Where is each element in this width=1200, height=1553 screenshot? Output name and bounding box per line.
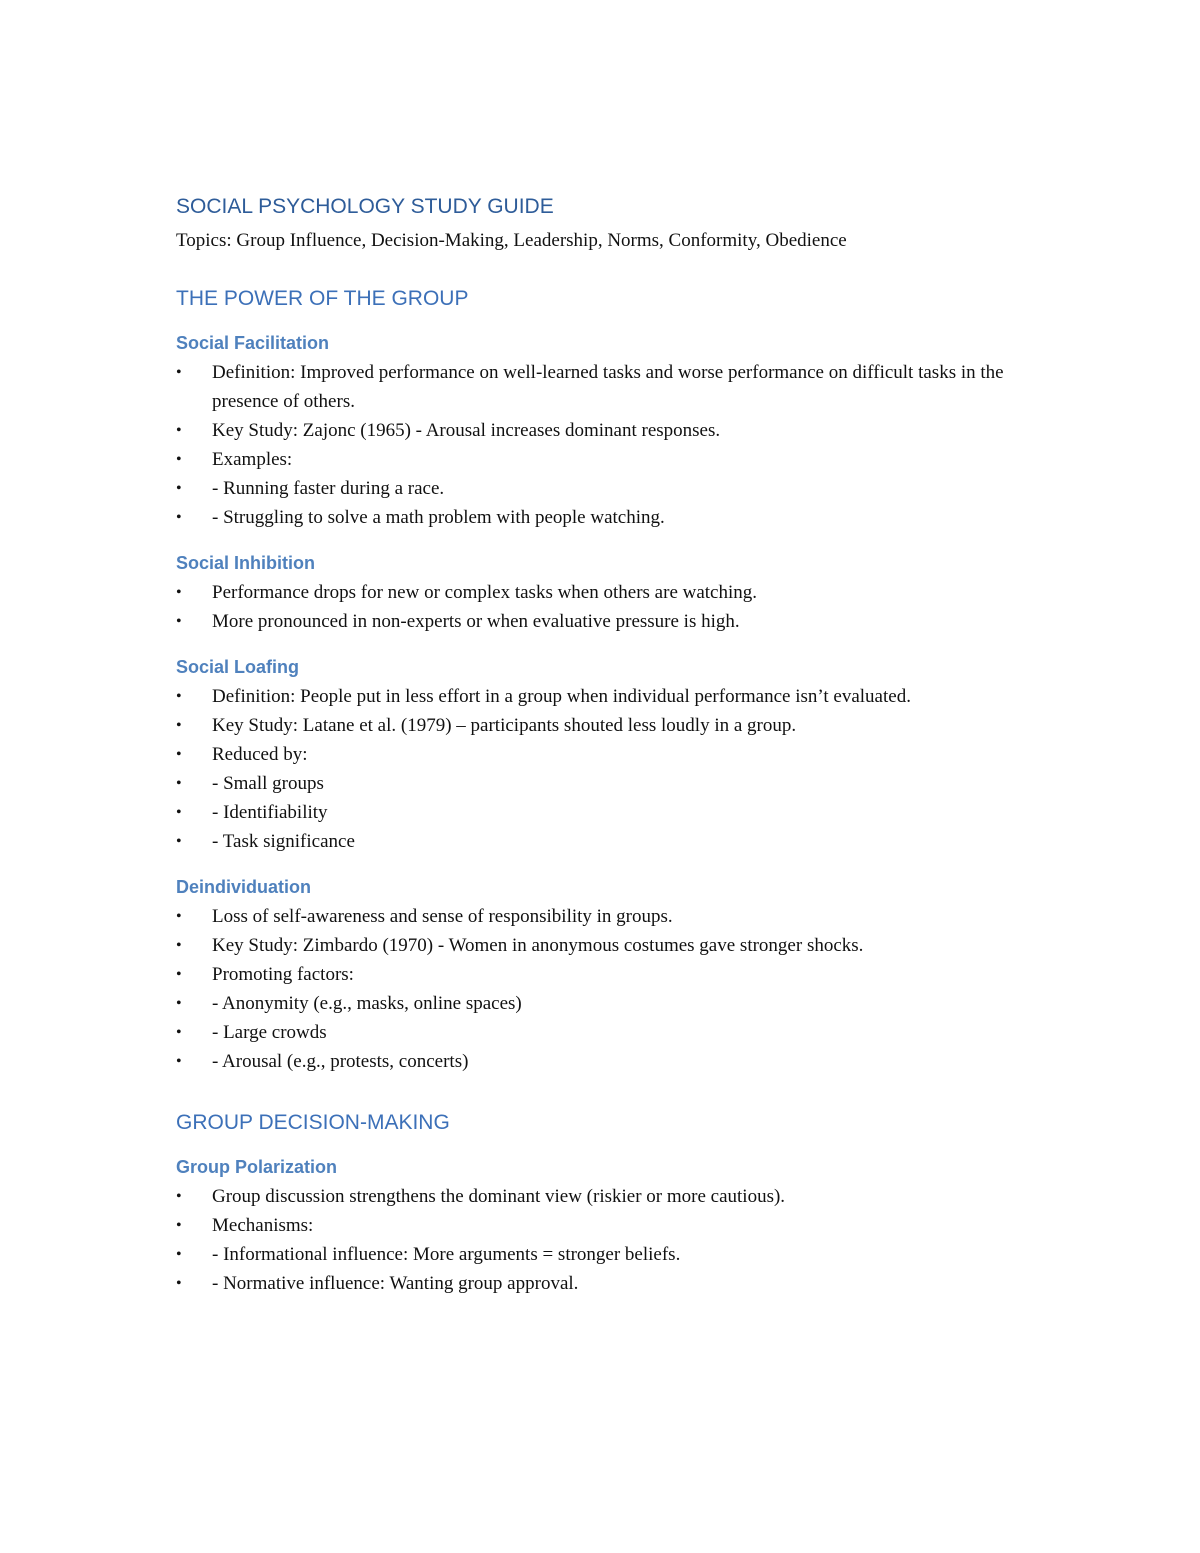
list-item-text: Group discussion strengthens the dominant view (riskier or more cautious).	[212, 1186, 786, 1207]
subsection	[176, 872, 1036, 1076]
list-item-text: Examples:	[212, 449, 293, 470]
list-item	[176, 1269, 1036, 1298]
subsection	[176, 548, 1036, 636]
list-item	[176, 474, 1036, 503]
list-item-text: Promoting factors:	[212, 964, 354, 985]
bullet-list	[176, 358, 1036, 532]
bullet-icon: •	[176, 509, 182, 526]
list-item-text: Key Study: Latane et al. (1979) – participants shouted less loudly in a group.	[212, 715, 797, 736]
subsection-title: Group Polarization	[176, 1157, 338, 1177]
list-item	[176, 931, 1036, 960]
bullet-icon: •	[176, 908, 182, 925]
list-item-text: - Task significance	[212, 831, 355, 852]
section-title: THE POWER OF THE GROUP	[176, 287, 469, 310]
bullet-icon: •	[176, 422, 182, 439]
list-item	[176, 1182, 1036, 1211]
section	[176, 1108, 1036, 1298]
list-item	[176, 798, 1036, 827]
bullet-icon: •	[176, 804, 182, 821]
list-item-text: Definition: People put in less effort in a group when individual performance isn’t evaluated.	[212, 686, 911, 707]
bullet-icon: •	[176, 775, 182, 792]
bullet-icon: •	[176, 1188, 182, 1205]
list-item	[176, 711, 1036, 740]
list-item-text: - Arousal (e.g., protests, concerts)	[212, 1051, 469, 1072]
bullet-icon: •	[176, 364, 182, 381]
subsection	[176, 328, 1036, 532]
bullet-list	[176, 682, 1036, 856]
list-item	[176, 358, 1036, 416]
list-item	[176, 989, 1036, 1018]
document-sections	[176, 284, 1036, 1298]
bullet-icon: •	[176, 966, 182, 983]
list-item-text: Key Study: Zimbardo (1970) - Women in anonymous costumes gave stronger shocks.	[212, 935, 864, 956]
list-item-text: - Identifiability	[212, 802, 328, 823]
bullet-list	[176, 902, 1036, 1076]
section	[176, 284, 1036, 1076]
bullet-icon: •	[176, 995, 182, 1012]
bullet-icon: •	[176, 451, 182, 468]
bullet-icon: •	[176, 480, 182, 497]
list-item	[176, 1240, 1036, 1269]
bullet-icon: •	[176, 584, 182, 601]
list-item	[176, 1018, 1036, 1047]
list-item-text: - Small groups	[212, 773, 324, 794]
list-item-text: - Running faster during a race.	[212, 478, 445, 499]
list-item	[176, 960, 1036, 989]
list-item-text: Performance drops for new or complex tasks when others are watching.	[212, 582, 758, 603]
list-item	[176, 902, 1036, 931]
list-item-text: - Informational influence: More arguments = stronger beliefs.	[212, 1244, 681, 1265]
bullet-icon: •	[176, 1246, 182, 1263]
section-title: GROUP DECISION-MAKING	[176, 1111, 450, 1134]
bullet-icon: •	[176, 1053, 182, 1070]
list-item-text: - Struggling to solve a math problem with people watching.	[212, 507, 665, 528]
bullet-icon: •	[176, 1217, 182, 1234]
bullet-icon: •	[176, 1275, 182, 1292]
subsection	[176, 1152, 1036, 1298]
document-topics: Topics: Group Influence, Decision-Making, Leadership, Norms, Conformity, Obedience	[176, 230, 847, 251]
bullet-icon: •	[176, 833, 182, 850]
list-item	[176, 416, 1036, 445]
list-item-text: - Normative influence: Wanting group approval.	[212, 1273, 579, 1294]
subsection-title: Social Inhibition	[176, 553, 315, 573]
bullet-icon: •	[176, 937, 182, 954]
list-item	[176, 1211, 1036, 1240]
subsection-title: Social Loafing	[176, 657, 300, 677]
bullet-list	[176, 1182, 1036, 1298]
bullet-icon: •	[176, 746, 182, 763]
list-item	[176, 827, 1036, 856]
list-item	[176, 607, 1036, 636]
bullet-icon: •	[176, 717, 182, 734]
subsection	[176, 652, 1036, 856]
list-item-text: - Anonymity (e.g., masks, online spaces)	[212, 993, 522, 1014]
list-item-text: Loss of self-awareness and sense of responsibility in groups.	[212, 906, 673, 927]
subsection-title: Deindividuation	[176, 877, 311, 897]
bullet-icon: •	[176, 613, 182, 630]
list-item	[176, 578, 1036, 607]
list-item	[176, 503, 1036, 532]
list-item-text: - Large crowds	[212, 1022, 327, 1043]
list-item-text: Key Study: Zajonc (1965) - Arousal increases dominant responses.	[212, 420, 721, 441]
document-page	[176, 192, 1036, 1298]
list-item	[176, 1047, 1036, 1076]
list-item-text: Mechanisms:	[212, 1215, 314, 1236]
list-item	[176, 445, 1036, 474]
document-title: SOCIAL PSYCHOLOGY STUDY GUIDE	[176, 195, 554, 218]
bullet-icon: •	[176, 688, 182, 705]
list-item	[176, 769, 1036, 798]
list-item-text: Definition: Improved performance on well-learned tasks and worse performance on difficult tasks in the presence of others.	[212, 362, 1004, 412]
list-item-text: More pronounced in non-experts or when evaluative pressure is high.	[212, 611, 740, 632]
bullet-list	[176, 578, 1036, 636]
list-item	[176, 682, 1036, 711]
list-item	[176, 740, 1036, 769]
list-item-text: Reduced by:	[212, 744, 308, 765]
subsection-title: Social Facilitation	[176, 333, 330, 353]
bullet-icon: •	[176, 1024, 182, 1041]
